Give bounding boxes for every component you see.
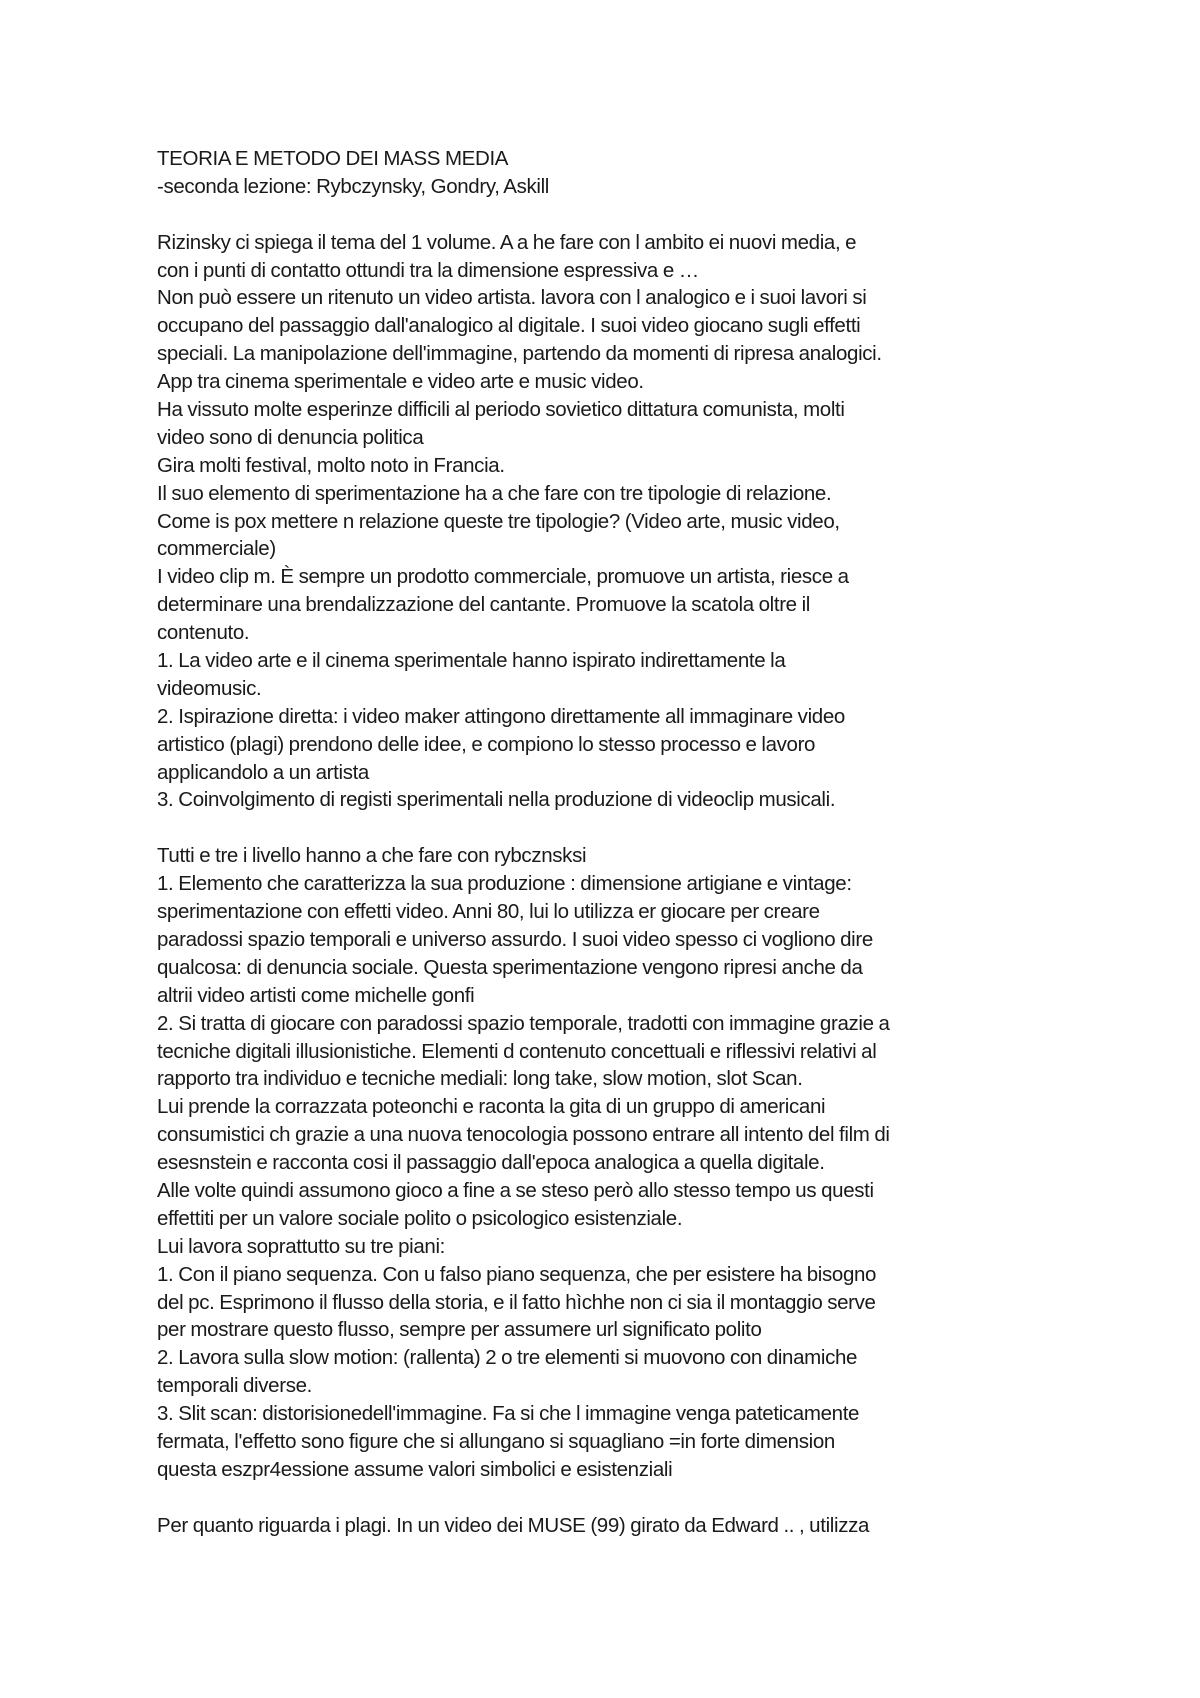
text-line: speciali. La manipolazione dell'immagine, partendo da momenti di ripresa analogici. <box>157 342 882 366</box>
text-line: tecniche digitali illusionistiche. Elementi d contenuto concettuali e riflessivi relativi al <box>157 1039 877 1063</box>
text-line: Lui prende la corrazzata poteonchi e raconta la gita di un gruppo di americani <box>157 1095 826 1119</box>
text-line: con i punti di contatto ottundi tra la dimensione espressiva e … <box>157 258 699 282</box>
text-line: determinare una brendalizzazione del cantante. Promuove la scatola oltre il <box>157 593 810 617</box>
text-line: artistico (plagi) prendono delle idee, e compiono lo stesso processo e lavoro <box>157 732 816 756</box>
text-line: consumistici ch grazie a una nuova tenocologia possono entrare all intento del film di <box>157 1123 890 1147</box>
text-line: Il suo elemento di sperimentazione ha a che fare con tre tipologie di relazione. <box>157 481 832 505</box>
text-line: 2. Ispirazione diretta: i video maker attingono direttamente all immaginare video <box>157 704 845 728</box>
text-line: effettiti per un valore sociale polito o psicologico esistenziale. <box>157 1206 683 1230</box>
text-line: Tutti e tre i livello hanno a che fare con rybcznsksi <box>157 844 587 868</box>
blank-line <box>157 1484 1057 1512</box>
text-line: altrii video artisti come michelle gonfi <box>157 983 475 1007</box>
paragraph-3 <box>157 1512 1057 1540</box>
text-line: videomusic. <box>157 676 262 700</box>
text-line: paradossi spazio temporali e universo assurdo. I suoi video spesso ci vogliono dire <box>157 927 873 951</box>
text-line: 2. Lavora sulla slow motion: (rallenta) 2 o tre elementi si muovono con dinamiche <box>157 1346 858 1370</box>
paragraph-1 <box>157 229 1057 815</box>
text-line: App tra cinema sperimentale e video arte e music video. <box>157 370 644 394</box>
text-line: 3. Coinvolgimento di registi sperimentali nella produzione di videoclip musicali. <box>157 788 836 812</box>
blank-line <box>157 814 1057 842</box>
text-line: del pc. Esprimono il flusso della storia, e il fatto hìchhe non ci sia il montaggio serve <box>157 1290 876 1314</box>
text-line: per mostrare questo flusso, sempre per assumere url significato polito <box>157 1318 762 1342</box>
text-line: Non può essere un ritenuto un video artista. lavora con l analogico e i suoi lavori si <box>157 286 867 310</box>
text-line: 1. La video arte e il cinema sperimentale hanno ispirato indirettamente la <box>157 649 786 673</box>
text-line: 2. Si tratta di giocare con paradossi spazio temporale, tradotti con immagine grazie a <box>157 1011 890 1035</box>
text-line: Come is pox mettere n relazione queste tre tipologie? (Video arte, music video, <box>157 509 840 533</box>
paragraph-2 <box>157 842 1057 1483</box>
text-line: sperimentazione con effetti video. Anni 80, lui lo utilizza er giocare per creare <box>157 900 820 924</box>
text-line: occupano del passaggio dall'analogico al digitale. I suoi video giocano sugli effetti <box>157 314 861 338</box>
text-line: 1. Con il piano sequenza. Con u falso piano sequenza, che per esistere ha bisogno <box>157 1262 877 1286</box>
text-line: esesnstein e racconta cosi il passaggio dall'epoca analogica a quella digitale. <box>157 1151 825 1175</box>
text-line: fermata, l'effetto sono figure che si allungano si squagliano =in forte dimension <box>157 1429 835 1453</box>
blank-line <box>157 201 1057 229</box>
text-line: I video clip m. È sempre un prodotto commerciale, promuove un artista, riesce a <box>157 565 849 589</box>
text-line: Lui lavora soprattutto su tre piani: <box>157 1234 446 1258</box>
text-line: qualcosa: di denuncia sociale. Questa sperimentazione vengono ripresi anche da <box>157 955 863 979</box>
text-line: Alle volte quindi assumono gioco a fine a se steso però allo stesso tempo us questi <box>157 1178 874 1202</box>
text-line: 3. Slit scan: distorisionedell'immagine. Fa si che l immagine venga pateticamente <box>157 1402 860 1426</box>
document-title: TEORIA E METODO DEI MASS MEDIA <box>157 147 509 170</box>
document-body <box>157 145 1057 1540</box>
text-line: Per quanto riguarda i plagi. In un video dei MUSE (99) girato da Edward .. , utilizza <box>157 1513 870 1537</box>
text-line: 1. Elemento che caratterizza la sua produzione : dimensione artigiane e vintage: <box>157 872 852 896</box>
text-line: rapporto tra individuo e tecniche mediali: long take, slow motion, slot Scan. <box>157 1067 803 1091</box>
text-line: video sono di denuncia politica <box>157 425 424 449</box>
text-line: applicandolo a un artista <box>157 760 369 784</box>
text-line: questa eszpr4essione assume valori simbolici e esistenziali <box>157 1457 673 1481</box>
text-line: Rizinsky ci spiega il tema del 1 volume. A a he fare con l ambito ei nuovi media, e <box>157 230 857 254</box>
text-line: temporali diverse. <box>157 1374 312 1398</box>
text-line: Gira molti festival, molto noto in Francia. <box>157 453 505 477</box>
document-subtitle: -seconda lezione: Rybczynsky, Gondry, Askill <box>157 174 550 198</box>
text-line: contenuto. <box>157 621 250 645</box>
text-line: Ha vissuto molte esperinze difficili al periodo sovietico dittatura comunista, molti <box>157 398 845 422</box>
text-line: commerciale) <box>157 537 276 561</box>
